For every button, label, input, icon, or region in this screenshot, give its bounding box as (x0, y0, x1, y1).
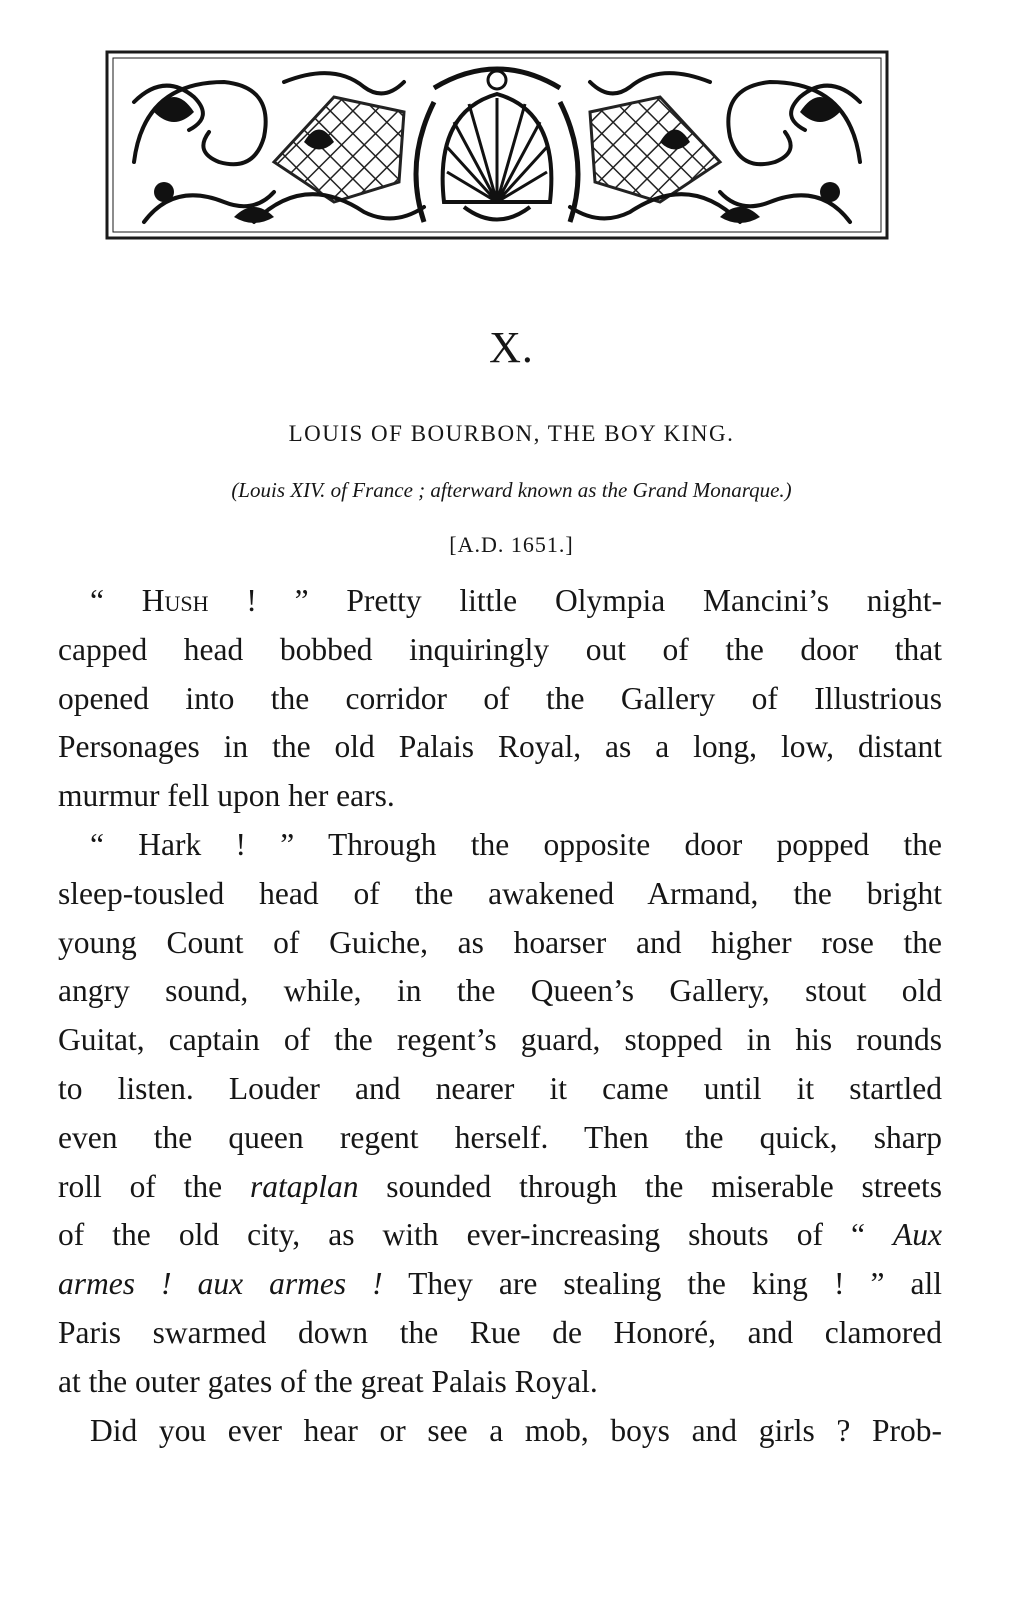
chapter-title: LOUIS OF BOURBON, THE BOY KING. (288, 421, 735, 446)
text-line: “ Hark ! ” Through the opposite door popped the (90, 826, 942, 862)
chapter-date: [A.D. 1651.] (449, 532, 574, 557)
chapter-subtitle: (Louis XIV. of France ; afterward known as the Grand Monarque.) (231, 478, 792, 502)
text-line: sleep-tousled head of the awakened Armand, the bright (58, 875, 942, 911)
text-line: young Count of Guiche, as hoarser and higher rose the (58, 924, 942, 960)
text-line: opened into the corridor of the Gallery of Illustrious (58, 680, 942, 716)
text-line: armes ! aux armes ! They are stealing the king ! ” all (58, 1266, 942, 1302)
text-line: at the outer gates of the great Palais Royal. (58, 1363, 598, 1399)
chapter-number: X. (489, 323, 534, 372)
text-line: capped head bobbed inquiringly out of the door that (58, 631, 942, 667)
text-line: Paris swarmed down the Rue de Honoré, and clamored (58, 1314, 942, 1350)
text-line: Personages in the old Palais Royal, as a long, low, distant (58, 729, 942, 765)
text-line: angry sound, while, in the Queen’s Gallery, stout old (58, 973, 942, 1009)
text-line: to listen. Louder and nearer it came until it startled (58, 1070, 942, 1106)
ornamental-headpiece (104, 42, 890, 242)
text-line: roll of the rataplan sounded through the miserable streets (58, 1168, 942, 1204)
text-line: of the old city, as with ever-increasing shouts of “ Aux (58, 1217, 942, 1253)
text-line: “ Hush ! ” Pretty little Olympia Mancini’s night- (90, 583, 943, 618)
text-line: even the queen regent herself. Then the quick, sharp (58, 1119, 942, 1155)
text-line: Did you ever hear or see a mob, boys and girls ? Prob- (90, 1412, 942, 1448)
text-line: Guitat, captain of the regent’s guard, stopped in his rounds (58, 1022, 942, 1058)
text-line: murmur fell upon her ears. (58, 778, 395, 814)
body-text (58, 577, 942, 1455)
